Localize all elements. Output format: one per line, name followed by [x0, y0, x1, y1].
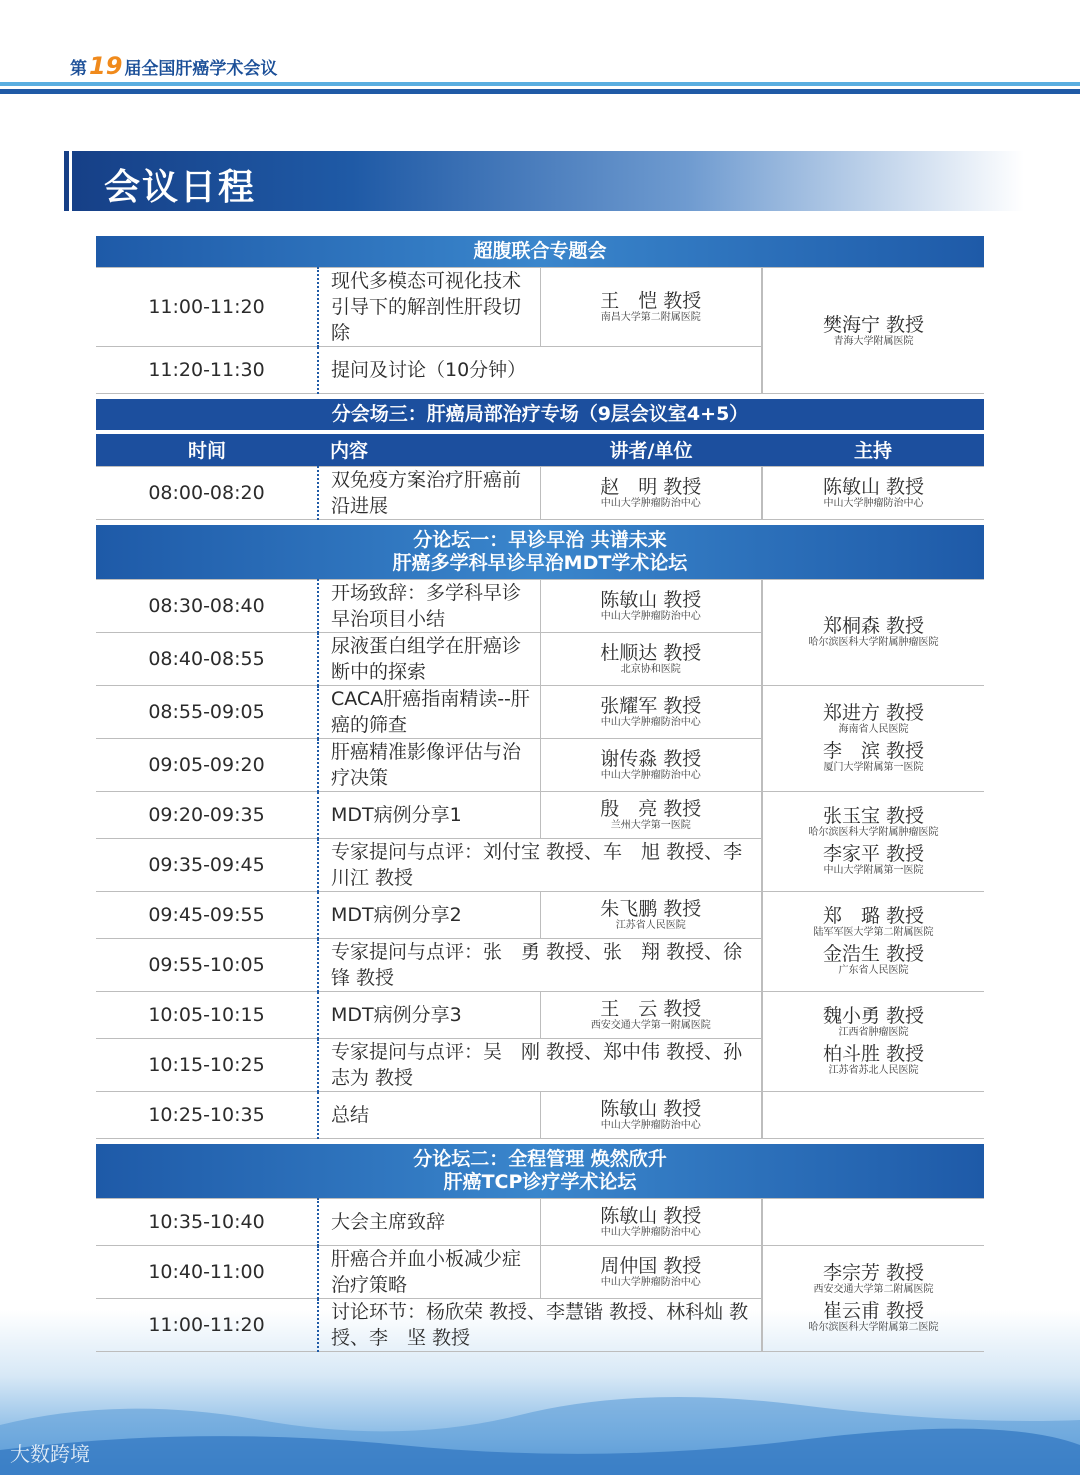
speaker-name: 陈敏山 教授	[600, 1204, 702, 1227]
host-cell	[762, 1091, 984, 1138]
schedule-row	[96, 991, 984, 1038]
host-cell	[762, 891, 984, 991]
column-header-time: 时间	[96, 432, 318, 466]
host-cell	[762, 685, 984, 791]
schedule-row	[96, 891, 984, 938]
host-affiliation: 哈尔滨医科大学附属肿瘤医院	[808, 827, 939, 838]
host-affiliation: 哈尔滨医科大学附属第二医院	[808, 1322, 939, 1333]
speaker-name: 张耀军 教授	[600, 694, 702, 717]
host-affiliation: 江苏省苏北人民医院	[828, 1065, 919, 1076]
host-name: 郑 璐 教授	[822, 905, 925, 927]
session-topic: 专家提问与点评：张 勇 教授、张 翔 教授、徐 锋 教授	[318, 938, 762, 991]
banner-accent	[64, 151, 72, 211]
schedule-section	[96, 1144, 984, 1352]
speaker-name: 陈敏山 教授	[600, 588, 702, 611]
session-time: 10:15-10:25	[96, 1038, 318, 1091]
host-entry	[763, 1300, 984, 1334]
section-title: 分会场三：肝癌局部治疗专场（9层会议室4+5）	[331, 403, 749, 425]
session-time: 08:55-09:05	[96, 685, 318, 738]
host-affiliation: 海南省人民医院	[838, 724, 909, 735]
host-affiliation: 哈尔滨医科大学附属肿瘤医院	[808, 637, 939, 648]
schedule-section	[96, 525, 984, 1139]
host-affiliation: 中山大学肿瘤防治中心	[823, 497, 924, 509]
session-time: 09:05-09:20	[96, 738, 318, 791]
host-entry	[763, 843, 984, 877]
speaker-cell	[540, 738, 762, 791]
speaker-name: 王 恺 教授	[600, 290, 702, 312]
conf-number: 19	[89, 52, 123, 80]
session-topic: 大会主席致辞	[318, 1198, 540, 1245]
schedule-row	[96, 268, 984, 347]
speaker-cell	[540, 791, 762, 838]
title-banner	[64, 151, 1024, 211]
session-topic: 肝癌精准影像评估与治疗决策	[318, 738, 540, 791]
section-title: 分论坛二：全程管理 焕然欣升	[413, 1147, 667, 1170]
host-entry	[763, 615, 984, 649]
host-name: 李家平 教授	[822, 843, 925, 865]
host-name: 崔云甫 教授	[822, 1300, 925, 1322]
session-topic: 专家提问与点评：刘付宝 教授、车 旭 教授、李川江 教授	[318, 838, 762, 891]
session-topic: CACA肝癌指南精读--肝癌的筛查	[318, 685, 540, 738]
schedule-row	[96, 1091, 984, 1138]
speaker-name: 殷 亮 教授	[600, 797, 702, 820]
section-title-cell	[96, 525, 984, 580]
section-title: 超腹联合专题会	[473, 240, 607, 262]
host-entry	[763, 943, 984, 977]
section-title-cell	[96, 399, 984, 432]
hills-illustration	[0, 1365, 1080, 1475]
session-time: 08:30-08:40	[96, 579, 318, 632]
speaker-cell	[540, 1245, 762, 1298]
session-time: 10:25-10:35	[96, 1091, 318, 1138]
speaker-cell	[540, 1198, 762, 1245]
session-topic: 尿液蛋白组学在肝癌诊断中的探索	[318, 632, 540, 685]
speaker-cell	[540, 1091, 762, 1138]
host-entry	[763, 476, 984, 510]
session-topic: MDT病例分享3	[318, 991, 540, 1038]
speaker-cell	[540, 466, 762, 519]
host-entry	[763, 1043, 984, 1077]
section-title: 肝癌TCP诊疗学术论坛	[443, 1170, 637, 1193]
host-affiliation: 中山大学附属第一医院	[823, 865, 924, 876]
section-header	[96, 236, 984, 268]
host-name: 樊海宁 教授	[822, 313, 925, 336]
speaker-name: 谢传淼 教授	[600, 747, 702, 770]
host-name: 郑进方 教授	[822, 702, 925, 724]
watermark: 大数跨境	[10, 1442, 90, 1466]
session-time: 09:45-09:55	[96, 891, 318, 938]
section-title: 分论坛一：早诊早治 共谱未来	[413, 528, 667, 551]
host-name: 金浩生 教授	[822, 943, 925, 965]
speaker-affiliation: 中山大学肿瘤防治中心	[600, 769, 701, 781]
host-cell	[762, 791, 984, 891]
session-time: 10:40-11:00	[96, 1245, 318, 1298]
conf-suffix: 届全国肝癌学术会议	[124, 59, 278, 79]
speaker-affiliation: 南昌大学第二附属医院	[600, 312, 701, 323]
schedule-section	[96, 399, 984, 520]
page-title: 会议日程	[104, 167, 257, 208]
speaker-affiliation: 中山大学肿瘤防治中心	[600, 497, 701, 509]
section-header	[96, 525, 984, 580]
schedule	[96, 236, 984, 1357]
host-name: 李宗芳 教授	[822, 1262, 925, 1284]
session-time: 10:05-10:15	[96, 991, 318, 1038]
host-affiliation: 西安交通大学第二附属医院	[813, 1284, 934, 1295]
speaker-name: 赵 明 教授	[600, 475, 702, 498]
speaker-affiliation: 中山大学肿瘤防治中心	[600, 716, 701, 728]
session-topic: 提问及讨论（10分钟）	[318, 347, 762, 394]
host-entry	[763, 702, 984, 736]
session-time: 11:00-11:20	[96, 1298, 318, 1351]
speaker-affiliation: 中山大学肿瘤防治中心	[600, 1226, 701, 1238]
session-topic: MDT病例分享1	[318, 791, 540, 838]
schedule-row	[96, 685, 984, 738]
speaker-affiliation: 北京协和医院	[620, 663, 681, 675]
session-topic: MDT病例分享2	[318, 891, 540, 938]
speaker-affiliation: 中山大学肿瘤防治中心	[600, 1276, 701, 1288]
host-cell	[762, 579, 984, 685]
column-header-host: 主持	[762, 432, 984, 466]
session-time: 09:20-09:35	[96, 791, 318, 838]
host-name: 魏小勇 教授	[822, 1005, 925, 1027]
session-time: 08:00-08:20	[96, 466, 318, 519]
session-time: 09:55-10:05	[96, 938, 318, 991]
header-divider	[0, 89, 1080, 94]
host-cell	[762, 1245, 984, 1351]
header-divider	[0, 82, 1080, 86]
session-time: 10:35-10:40	[96, 1198, 318, 1245]
speaker-affiliation: 兰州大学第一医院	[610, 819, 691, 831]
session-topic: 总结	[318, 1091, 540, 1138]
session-topic: 专家提问与点评：吴 刚 教授、郑中伟 教授、孙志为 教授	[318, 1038, 762, 1091]
speaker-affiliation: 中山大学肿瘤防治中心	[600, 1119, 701, 1131]
speaker-cell	[540, 991, 762, 1038]
host-cell	[762, 466, 984, 519]
section-title-cell	[96, 236, 984, 268]
host-name: 张玉宝 教授	[822, 805, 925, 827]
schedule-row	[96, 1245, 984, 1298]
section-title-cell	[96, 1144, 984, 1199]
session-topic: 讨论环节：杨欣荣 教授、李慧锴 教授、林科灿 教授、李 坚 教授	[318, 1298, 762, 1351]
speaker-cell	[540, 579, 762, 632]
host-entry	[763, 905, 984, 939]
session-time: 08:40-08:55	[96, 632, 318, 685]
host-entry	[763, 805, 984, 839]
host-affiliation: 广东省人民医院	[838, 965, 909, 976]
host-name: 李 滨 教授	[822, 740, 925, 762]
host-cell	[762, 1198, 984, 1245]
speaker-cell	[540, 632, 762, 685]
speaker-cell	[540, 268, 762, 347]
speaker-affiliation: 中山大学肿瘤防治中心	[600, 610, 701, 622]
session-topic: 肝癌合并血小板减少症治疗策略	[318, 1245, 540, 1298]
column-header-speaker: 讲者/单位	[540, 432, 762, 466]
speaker-name: 朱飞鹏 教授	[600, 897, 702, 920]
section-header	[96, 1144, 984, 1199]
host-affiliation: 青海大学附属医院	[833, 335, 914, 347]
session-topic: 双免疫方案治疗肝癌前沿进展	[318, 466, 540, 519]
schedule-row	[96, 791, 984, 838]
session-topic: 现代多模态可视化技术引导下的解剖性肝段切除	[318, 268, 540, 347]
host-affiliation: 陆军军医大学第二附属医院	[813, 927, 934, 938]
session-time: 11:20-11:30	[96, 347, 318, 394]
speaker-name: 王 云 教授	[600, 997, 702, 1020]
speaker-name: 杜顺达 教授	[600, 641, 702, 664]
session-topic: 开场致辞：多学科早诊早治项目小结	[318, 579, 540, 632]
conf-prefix: 第	[70, 59, 87, 79]
column-header-content: 内容	[318, 432, 540, 466]
host-entry	[763, 314, 984, 348]
host-affiliation: 厦门大学附属第一医院	[823, 762, 924, 773]
host-name: 郑桐森 教授	[822, 615, 925, 637]
schedule-row	[96, 466, 984, 519]
host-entry	[763, 1005, 984, 1039]
speaker-cell	[540, 685, 762, 738]
speaker-name: 陈敏山 教授	[600, 1097, 702, 1120]
session-time: 09:35-09:45	[96, 838, 318, 891]
schedule-section	[96, 236, 984, 394]
page-header	[0, 0, 1080, 100]
column-header-row	[96, 432, 984, 466]
section-title: 肝癌多学科早诊早治MDT学术论坛	[392, 551, 688, 574]
session-time: 11:00-11:20	[96, 268, 318, 347]
host-entry	[763, 1262, 984, 1296]
host-cell	[762, 268, 984, 394]
host-name: 柏斗胜 教授	[822, 1043, 925, 1065]
host-entry	[763, 740, 984, 774]
schedule-row	[96, 579, 984, 632]
speaker-affiliation: 江苏省人民医院	[615, 919, 686, 931]
host-cell	[762, 991, 984, 1091]
conference-title	[70, 52, 277, 80]
speaker-name: 周仲国 教授	[600, 1254, 702, 1277]
speaker-cell	[540, 891, 762, 938]
speaker-affiliation: 西安交通大学第一附属医院	[590, 1019, 711, 1031]
host-affiliation: 江西省肿瘤医院	[838, 1027, 909, 1038]
schedule-row	[96, 1198, 984, 1245]
host-name: 陈敏山 教授	[822, 475, 925, 498]
section-header	[96, 399, 984, 432]
